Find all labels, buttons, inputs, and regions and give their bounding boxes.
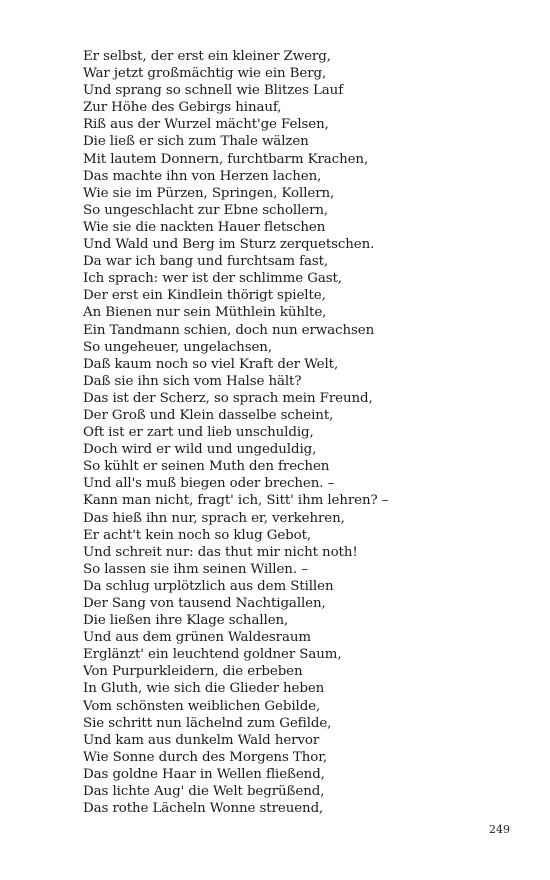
poem-line: Er selbst, der erst ein kleiner Zwerg,	[83, 49, 331, 64]
poem-line: Das goldne Haar in Wellen fließend,	[83, 766, 325, 782]
poem-line: Das rothe Lächeln Wonne streuend,	[83, 801, 324, 817]
poem-line: Wie sie im Pürzen, Springen, Kollern,	[83, 185, 335, 201]
poem-line: Der Sang von tausend Nachtigallen,	[83, 596, 326, 611]
poem-line: An Bienen nur sein Müthlein kühlte,	[83, 305, 327, 321]
poem-line: Ein Tandmann schien, doch nun erwachsen	[83, 322, 375, 338]
poem-line: Und schreit nur: das thut mir nicht noth!	[83, 544, 358, 560]
poem-line: Wie sie die nackten Hauer fletschen	[83, 219, 326, 235]
poem-line: So ungeheuer, ungelachsen,	[83, 339, 272, 355]
poem-line: Oft ist er zart und lieb unschuldig,	[83, 425, 314, 441]
poem-line: Von Purpurkleidern, die erbeben	[83, 664, 303, 680]
poem-line: Ich sprach: wer ist der schlimme Gast,	[83, 271, 342, 287]
poem-line: Vom schönsten weiblichen Gebilde,	[83, 698, 321, 714]
poem-line: Daß sie ihn sich vom Halse hält?	[83, 373, 302, 389]
poem-line: So kühlt er seinen Muth den frechen	[83, 459, 330, 475]
poem-line: Die ließen ihre Klage schallen,	[83, 613, 289, 629]
poem-line: Das hieß ihn nur, sprach er, verkehren,	[83, 510, 345, 526]
poem-line: Da war ich bang und furchtsam fast,	[83, 254, 329, 270]
poem-line: Das ist der Scherz, so sprach mein Freund,	[83, 390, 373, 406]
poem-line: Das lichte Aug' die Welt begrüßend,	[83, 784, 325, 800]
poem-line: Daß kaum noch so viel Kraft der Welt,	[83, 356, 339, 372]
poem-line: Kann man nicht, fragt' ich, Sitt' ihm lehren? –	[83, 493, 389, 509]
poem-line: Er acht't kein noch so klug Gebot,	[83, 527, 312, 543]
poem-line: Und aus dem grünen Waldesraum	[83, 630, 311, 646]
poem-line: Doch wird er wild und ungeduldig,	[83, 442, 317, 458]
poem-line: Und sprang so schnell wie Blitzes Lauf	[83, 83, 344, 99]
poem-line: Die ließ er sich zum Thale wälzen	[83, 134, 309, 150]
poem-line: Und Wald und Berg im Sturz zerquetschen.	[83, 237, 375, 253]
poem-line: Sie schritt nun lächelnd zum Gefilde,	[83, 715, 332, 731]
poem-line: Riß aus der Wurzel mächt'ge Felsen,	[83, 117, 329, 133]
page-number: 249	[489, 823, 510, 836]
poem-line: So lassen sie ihm seinen Willen. –	[83, 561, 308, 577]
poem-text	[83, 48, 523, 817]
poem-line: Da schlug urplötzlich aus dem Stillen	[83, 578, 334, 594]
poem-line: Zur Höhe des Gebirgs hinauf,	[83, 100, 282, 116]
poem-line: Das machte ihn von Herzen lachen,	[83, 168, 322, 184]
poem-line: Der Groß und Klein dasselbe scheint,	[83, 407, 334, 423]
poem-line: In Gluth, wie sich die Glieder heben	[83, 681, 325, 697]
poem-line: War jetzt großmächtig wie ein Berg,	[83, 66, 327, 82]
poem-line: Und kam aus dunkelm Wald hervor	[83, 732, 320, 748]
poem-line: Wie Sonne durch des Morgens Thor,	[83, 749, 328, 765]
poem-line: Erglänzt' ein leuchtend goldner Saum,	[83, 647, 342, 663]
poem-line: Und all's muß biegen oder brechen. –	[83, 476, 335, 492]
poem-line: Der erst ein Kindlein thörigt spielte,	[83, 288, 326, 304]
poem-line: So ungeschlacht zur Ebne schollern,	[83, 202, 329, 218]
poem-line: Mit lautem Donnern, furchtbarm Krachen,	[83, 151, 369, 167]
